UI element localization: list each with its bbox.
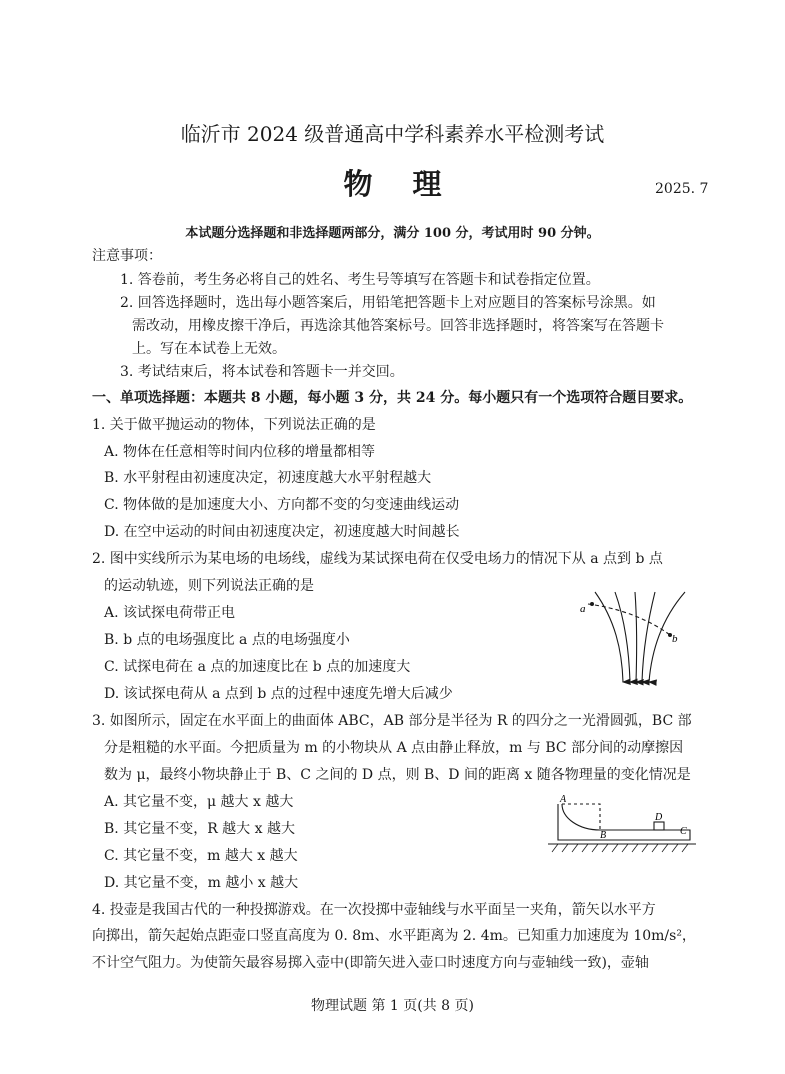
question-3-stem: 分是粗糙的水平面。今把质量为 m 的小物块从 A 点由静止释放，m 与 BC 部分间的动摩擦因	[104, 740, 684, 756]
question-1-stem: 1. 关于做平抛运动的物体，下列说法正确的是	[92, 417, 376, 433]
option: C. 其它量不变，m 越大 x 越大	[104, 848, 298, 864]
option: B. 水平射程由初速度决定，初速度越大水平射程越大	[104, 470, 432, 486]
electric-field-figure	[580, 590, 690, 690]
notice-item: 3. 考试结束后，将本试卷和答题卡一并交回。	[120, 364, 404, 380]
quarter-arc	[562, 804, 600, 830]
exam-intro: 本试题分选择题和非选择题两部分，满分 100 分，考试用时 90 分钟。	[185, 226, 600, 241]
option: B. 其它量不变，R 越大 x 越大	[104, 821, 295, 837]
curved-body-figure	[548, 792, 698, 857]
question-3-stem: 数为 μ，最终小物块静止于 B、C 之间的 D 点，则 B、D 间的距离 x 随各物理量的变化情况是	[104, 767, 691, 783]
field-line	[649, 592, 685, 682]
field-line	[642, 592, 655, 682]
label-C: C	[680, 826, 687, 837]
notice-item: 1. 答卷前，考生务必将自己的姓名、考生号等填写在答题卡和试卷指定位置。	[120, 272, 600, 288]
notice-item: 2. 回答选择题时，选出每小题答案后，用铅笔把答题卡上对应题目的答案标号涂黑。如	[120, 295, 656, 311]
option: C. 试探电荷在 a 点的加速度比在 b 点的加速度大	[104, 659, 411, 675]
option: C. 物体做的是加速度大小、方向都不变的匀变速曲线运动	[104, 497, 460, 513]
exam-date: 2025. 7	[655, 181, 709, 197]
block-D	[654, 822, 664, 830]
notice-item: 需改动，用橡皮擦干净后，再选涂其他答案标号。回答非选择题时，将答案写在答题卡	[132, 318, 664, 334]
label-D: D	[655, 812, 663, 823]
question-4-stem: 4. 投壶是我国古代的一种投掷游戏。在一次投掷中壶轴线与水平面呈一夹角，箭矢以水平方	[92, 902, 656, 918]
notice-label: 注意事项：	[92, 248, 162, 264]
field-line	[635, 592, 637, 682]
body-outline	[558, 804, 690, 840]
question-3-stem: 3. 如图所示，固定在水平面上的曲面体 ABC，AB 部分是半径为 R 的四分之一光滑圆弧，BC 部	[92, 713, 692, 729]
option: D. 其它量不变，m 越小 x 越大	[104, 875, 299, 891]
label-b: b	[672, 633, 678, 645]
exam-title: 临沂市 2024 级普通高中学科素养水平检测考试	[180, 122, 605, 146]
point-a	[590, 602, 594, 606]
option: D. 该试探电荷从 a 点到 b 点的过程中速度先增大后减少	[104, 686, 453, 702]
option: A. 物体在任意相等时间内位移的增量都相等	[104, 444, 376, 460]
question-2-stem: 的运动轨迹，则下列说法正确的是	[104, 578, 314, 594]
option: B. b 点的电场强度比 a 点的电场强度小	[104, 632, 350, 648]
option: D. 在空中运动的时间由初速度决定，初速度越大时间越长	[104, 524, 460, 540]
section-heading: 一、单项选择题：本题共 8 小题，每小题 3 分，共 24 分。每小题只有一个选项符合题目要求。	[92, 390, 693, 406]
question-2-stem: 2. 图中实线所示为某电场的电场线，虚线为某试探电荷在仅受电场力的情况下从 a 点到 b 点	[92, 551, 663, 567]
question-4-stem: 向掷出，箭矢起始点距壶口竖直高度为 0. 8m、水平距离为 2. 4m。已知重力加速度为 10m/s²，	[92, 928, 696, 944]
label-B: B	[600, 830, 607, 841]
trajectory-dashed	[588, 604, 670, 635]
option: A. 该试探电荷带正电	[104, 605, 236, 621]
label-A: A	[560, 794, 567, 805]
notice-item: 上。写在本试卷上无效。	[132, 341, 286, 357]
option: A. 其它量不变，μ 越大 x 越大	[104, 794, 294, 810]
subject-title: 物理	[343, 167, 482, 201]
label-a: a	[580, 603, 586, 615]
page-footer: 物理试题 第 1 页(共 8 页)	[311, 998, 474, 1014]
question-4-stem: 不计空气阻力。为使箭矢最容易掷入壶中(即箭矢进入壶口时速度方向与壶轴线一致)，壶轴	[92, 955, 649, 971]
